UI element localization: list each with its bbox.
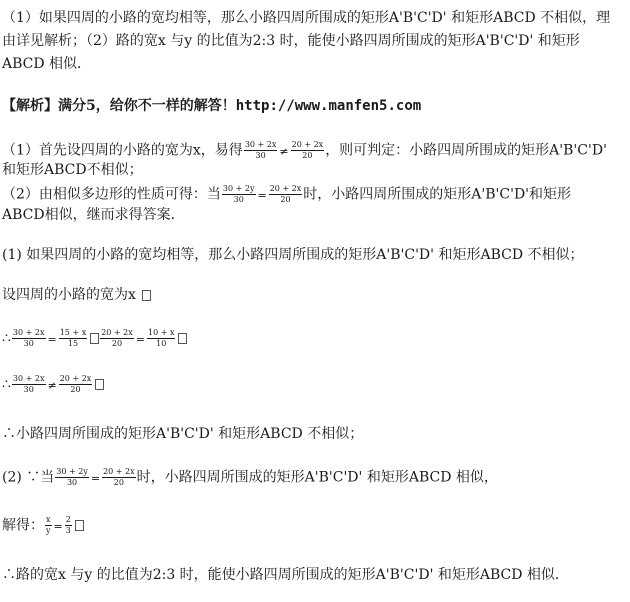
numerator: 20 + 2x — [291, 140, 324, 149]
analysis-p2-line-1 — [2, 184, 571, 206]
numerator: 20 + 2x — [269, 184, 302, 193]
solution-line-6-suffix: 时，小路四周所围成的矩形A'B'C'D' 和矩形ABCD 相似， — [136, 469, 498, 486]
fraction — [147, 328, 175, 349]
analysis-header — [2, 96, 421, 116]
numerator: 30 + 2x — [244, 140, 277, 149]
fraction — [100, 328, 134, 349]
denominator: 30 — [255, 151, 266, 160]
solution-line-3 — [2, 328, 187, 350]
solution-line-4 — [2, 374, 104, 396]
numerator: 30 + 2x — [12, 374, 45, 383]
denominator: 20 — [113, 478, 124, 487]
numerator: 15 + x — [59, 328, 87, 337]
analysis-p1-line-1 — [2, 140, 607, 162]
missing-glyph-icon — [95, 379, 104, 390]
fraction — [244, 140, 278, 161]
denominator: 3 — [65, 526, 71, 535]
equal-sign: = — [90, 471, 101, 485]
numerator: 20 + 2x — [101, 328, 133, 337]
solution-line-1: (1) 如果四周的小路的宽均相等，那么小路四周所围成的矩形A'B'C'D' 和矩形ABCD 不相似； — [2, 247, 584, 263]
numerator: 30 + 2y — [222, 184, 255, 193]
analysis-p2-prefix: （2）由相似多边形的性质可得：当 — [2, 186, 221, 203]
denominator: 20 — [111, 339, 123, 348]
fraction — [65, 515, 72, 536]
therefore-symbol: ∴ — [2, 376, 11, 393]
fraction — [269, 184, 303, 205]
equal-sign: = — [135, 332, 145, 346]
not-equal-sign: ≠ — [47, 378, 57, 392]
missing-glyph-icon — [75, 520, 84, 531]
equal-sign: = — [47, 332, 57, 346]
problem-line-1: （1）如果四周的小路的宽均相等，那么小路四周所围成的矩形A'B'C'D' 和矩形ABCD 不相似，理 — [2, 10, 611, 26]
numerator: 20 + 2x — [103, 467, 135, 476]
analysis-p1-prefix: （1）首先设四周的小路的宽为x，易得 — [2, 142, 243, 159]
denominator: 20 — [70, 385, 81, 394]
fraction — [291, 140, 325, 161]
numerator: 2 — [65, 515, 71, 524]
denominator: 30 — [233, 195, 244, 204]
solution-line-8: ∴路的宽x 与y 的比值为2:3 时，能使小路四周所围成的矩形A'B'C'D' 和矩形ABCD 相似． — [2, 567, 569, 583]
denominator: 30 — [23, 385, 34, 394]
fraction — [59, 328, 87, 349]
fraction — [12, 328, 46, 349]
fraction — [12, 374, 46, 395]
therefore-symbol: ∴ — [2, 330, 11, 347]
solution-line-2-text: 设四周的小路的宽为x — [2, 287, 141, 303]
denominator: 10 — [156, 339, 167, 348]
denominator: 20 — [302, 151, 313, 160]
problem-line-2: 由详见解析；（2）路的宽x 与y 的比值为2:3 时，能使小路四周所围成的矩形A'B'C'D' 和矩形 — [2, 33, 580, 49]
missing-glyph-icon — [178, 333, 187, 344]
fraction — [45, 515, 52, 536]
solution-line-6 — [2, 467, 498, 489]
solution-line-6-prefix: (2) ∵当 — [2, 469, 55, 486]
analysis-p1-suffix: ，则可判定：小路四周所围成的矩形A'B'C'D' — [325, 142, 607, 159]
fraction — [59, 374, 93, 395]
solution-line-7-prefix: 解得： — [2, 517, 44, 534]
fraction — [102, 467, 136, 488]
analysis-p2-line-2: ABCD相似，继而求得答案． — [2, 207, 185, 223]
fraction — [222, 184, 256, 205]
numerator: 10 + x — [148, 328, 175, 337]
equal-sign: = — [53, 519, 63, 533]
denominator: 15 — [67, 339, 79, 348]
numerator: 30 + 2y — [56, 467, 88, 476]
numerator: 20 + 2x — [59, 374, 92, 383]
analysis-header-url[interactable]: http://www.manfen5.com — [235, 98, 422, 114]
analysis-header-label: 【解析】满分5，给你不一样的解答！ — [2, 98, 236, 114]
problem-line-3: ABCD 相似． — [2, 56, 92, 72]
solution-line-2 — [2, 285, 151, 305]
denominator: 30 — [66, 478, 78, 487]
equal-sign: = — [257, 188, 267, 202]
solution-line-7 — [2, 515, 84, 537]
numerator: 30 + 2x — [12, 328, 45, 337]
not-equal-sign: ≠ — [279, 144, 289, 158]
analysis-p1-line-2: 和矩形ABCD不相似； — [2, 162, 143, 178]
denominator: 20 — [280, 195, 291, 204]
denominator: 30 — [23, 339, 34, 348]
missing-glyph-icon — [142, 290, 151, 301]
denominator: y — [46, 526, 51, 535]
missing-glyph-icon — [90, 333, 99, 344]
fraction — [55, 467, 89, 488]
solution-line-5: ∴小路四周所围成的矩形A'B'C'D' 和矩形ABCD 不相似； — [2, 426, 364, 442]
analysis-p2-suffix: 时，小路四周所围成的矩形A'B'C'D'和矩形 — [303, 186, 572, 203]
numerator: x — [46, 515, 51, 524]
